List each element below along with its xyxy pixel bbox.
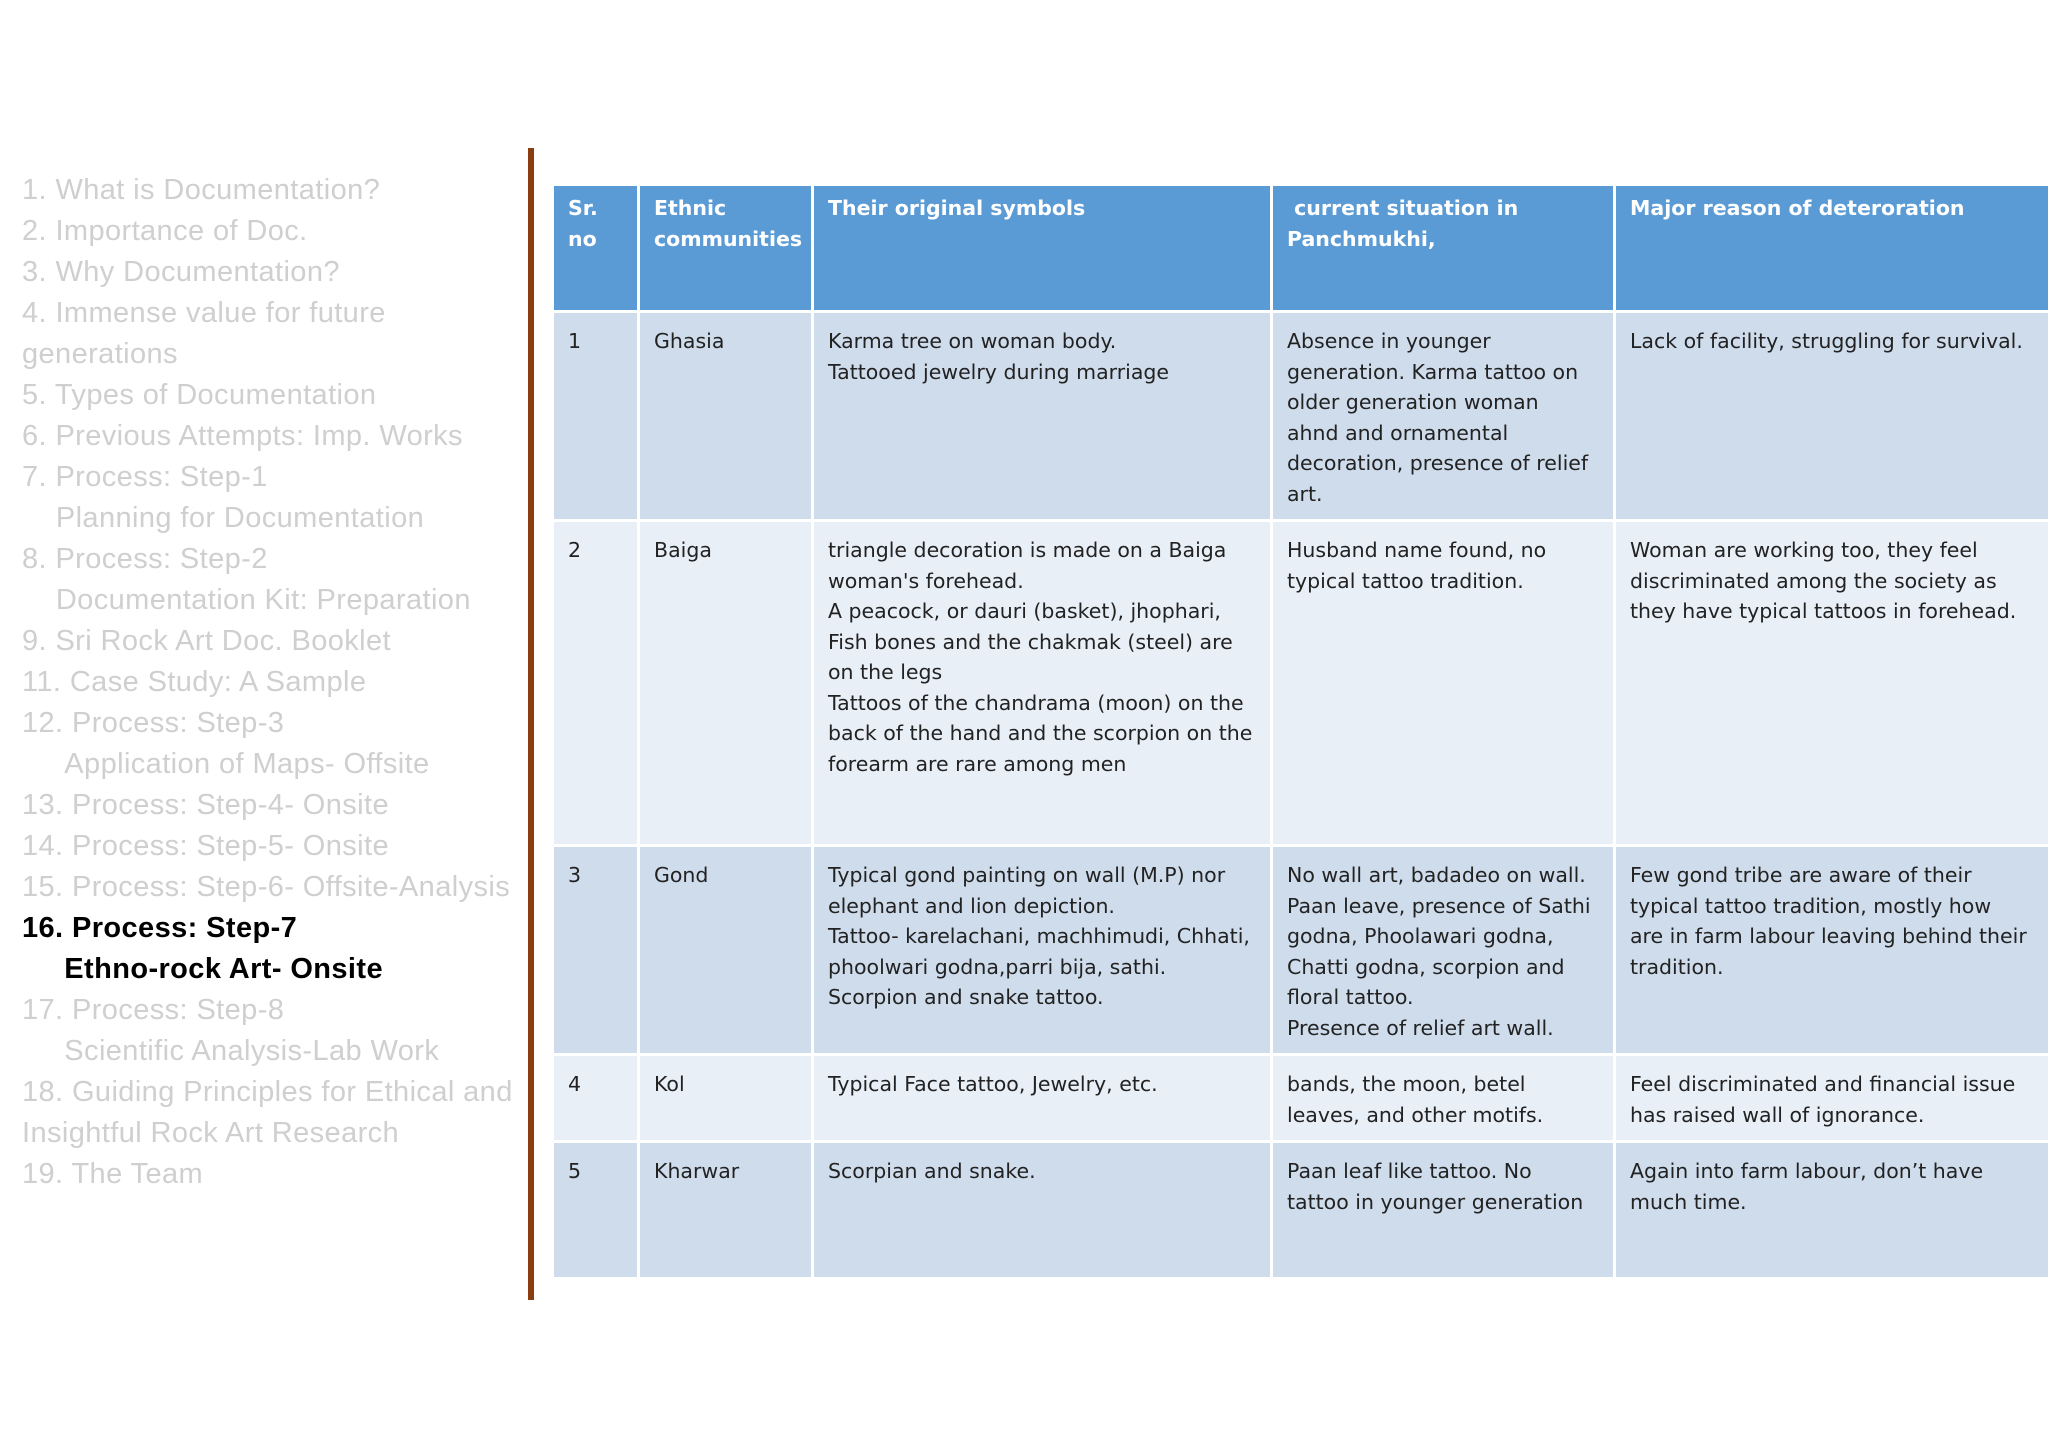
table-cell <box>553 312 639 521</box>
table-cell <box>553 846 639 1055</box>
cell-text: Paan leaf like tattoo. No <box>1287 1159 1532 1183</box>
cell-text: tattoo in younger generation <box>1287 1189 1584 1214</box>
cell-text: decoration, presence of relief <box>1287 451 1589 475</box>
ethnic-communities-table <box>551 183 2048 1280</box>
toc-item[interactable] <box>22 293 532 375</box>
toc-item-text: Insightful Rock Art Research <box>22 1117 400 1149</box>
toc-item-text: Application of Maps- Offsite <box>22 748 430 780</box>
cell-text: generation. Karma tattoo on <box>1287 359 1579 384</box>
header-sr-no <box>553 185 639 312</box>
header-ethnic-communities <box>639 185 813 312</box>
cell-text: much time. <box>1630 1189 1747 1214</box>
cell-text: Fish bones and the chakmak (steel) are <box>828 629 1233 654</box>
header-text: current situation in <box>1287 196 1519 220</box>
cell-text: Feel discriminated and financial issue <box>1630 1072 2016 1096</box>
table-row <box>553 1055 2048 1142</box>
cell-text: Woman are working too, they feel <box>1630 538 1978 562</box>
cell-text: discriminated among the society as <box>1630 568 1997 593</box>
table-cell <box>1615 521 2048 846</box>
toc-item[interactable] <box>22 1072 532 1154</box>
toc-item-text: 7. Process: Step-1 <box>22 461 268 493</box>
cell-text: has raised wall of ignorance. <box>1630 1102 1925 1127</box>
cell-text: Tattoo- karelachani, machhimudi, Chhati, <box>828 924 1250 948</box>
cell-text: typical tattoo tradition. <box>1287 568 1524 593</box>
header-original-symbols <box>813 185 1272 312</box>
cell-text: typical tattoo tradition, mostly how <box>1630 893 1992 918</box>
table-cell <box>639 1142 813 1279</box>
table-of-contents <box>22 170 532 1195</box>
cell-text: A peacock, or dauri (basket), jhophari, <box>828 599 1221 623</box>
cell-text: Gond <box>654 863 709 887</box>
toc-item[interactable] <box>22 170 532 211</box>
cell-text: Presence of relief art wall. <box>1287 1015 1554 1040</box>
cell-text: Paan leave, presence of Sathi <box>1287 893 1591 918</box>
header-text: no <box>568 226 597 251</box>
toc-item-text: generations <box>22 338 178 370</box>
cell-text: Kol <box>654 1072 685 1096</box>
table-cell <box>1615 312 2048 521</box>
toc-item[interactable] <box>22 457 532 539</box>
toc-item-text: 13. Process: Step-4- Onsite <box>22 789 390 821</box>
toc-item[interactable] <box>22 990 532 1072</box>
cell-text: Lack of facility, struggling for survival. <box>1630 329 2023 353</box>
toc-item-text: 9. Sri Rock Art Doc. Booklet <box>22 625 391 657</box>
cell-text: Karma tree on woman body. <box>828 329 1117 353</box>
toc-item[interactable] <box>22 375 532 416</box>
cell-text: on the legs <box>828 660 943 684</box>
toc-item-text: Ethno-rock Art- Onsite <box>22 953 383 985</box>
toc-item[interactable] <box>22 1154 532 1195</box>
table-cell <box>1272 1142 1615 1279</box>
cell-text: Ghasia <box>654 329 725 353</box>
table-cell <box>813 521 1272 846</box>
header-text: Panchmukhi, <box>1287 226 1436 251</box>
cell-text: Baiga <box>654 538 712 562</box>
table-cell <box>813 846 1272 1055</box>
toc-item-text: Planning for Documentation <box>22 502 425 534</box>
cell-text: Kharwar <box>654 1159 740 1183</box>
toc-item-text: 2. Importance of Doc. <box>22 215 308 247</box>
table-cell <box>813 1142 1272 1279</box>
cell-text: back of the hand and the scorpion on the <box>828 721 1253 745</box>
toc-item-text: 11. Case Study: A Sample <box>22 666 367 698</box>
table-cell <box>1615 1142 2048 1279</box>
cell-text: Typical gond painting on wall (M.P) nor <box>828 863 1226 887</box>
cell-text: tradition. <box>1630 954 1724 979</box>
cell-text: No wall art, badadeo on wall. <box>1287 863 1586 887</box>
toc-item-text: 1. What is Documentation? <box>22 174 381 206</box>
table-cell <box>1272 1055 1615 1142</box>
table-cell <box>639 312 813 521</box>
table-cell <box>553 1142 639 1279</box>
header-current-situation <box>1272 185 1615 312</box>
cell-text: triangle decoration is made on a Baiga <box>828 538 1227 562</box>
cell-text: floral tattoo. <box>1287 985 1414 1009</box>
header-text: Ethnic <box>654 196 727 220</box>
toc-item[interactable] <box>22 703 532 785</box>
cell-text: godna, Phoolawari godna, <box>1287 924 1554 948</box>
toc-item-text: 12. Process: Step-3 <box>22 707 285 739</box>
cell-text: 5 <box>568 1159 582 1183</box>
toc-item[interactable] <box>22 621 532 662</box>
cell-text: Scorpion and snake tattoo. <box>828 985 1104 1009</box>
cell-text: Tattoos of the chandrama (moon) on the <box>828 690 1244 715</box>
toc-item-text: 8. Process: Step-2 <box>22 543 268 575</box>
cell-text: are in farm labour leaving behind their <box>1630 924 2027 948</box>
toc-item[interactable] <box>22 539 532 621</box>
cell-text: phoolwari godna,parri bija, sathi. <box>828 954 1167 979</box>
cell-text: Absence in younger <box>1287 329 1491 353</box>
header-text: Major reason of deteroration <box>1630 196 1965 220</box>
cell-text: 4 <box>568 1072 582 1096</box>
table-cell <box>1272 521 1615 846</box>
cell-text: they have typical tattoos in forehead. <box>1630 599 2017 623</box>
cell-text: Typical Face tattoo, Jewelry, etc. <box>828 1072 1158 1096</box>
table-cell <box>553 521 639 846</box>
toc-item-text: 3. Why Documentation? <box>22 256 340 288</box>
toc-item[interactable] <box>22 252 532 293</box>
table-row <box>553 521 2048 846</box>
table-cell <box>1615 846 2048 1055</box>
toc-item-text: 19. The Team <box>22 1158 204 1190</box>
cell-text: Again into farm labour, don’t have <box>1630 1159 1984 1183</box>
header-major-reason <box>1615 185 2048 312</box>
toc-item-text: 18. Guiding Principles for Ethical and <box>22 1076 513 1108</box>
vertical-divider <box>528 148 534 1300</box>
header-text: communities <box>654 226 803 251</box>
toc-item-text: 5. Types of Documentation <box>22 379 377 411</box>
table-cell <box>1272 846 1615 1055</box>
toc-item-text: 17. Process: Step-8 <box>22 994 285 1026</box>
toc-item[interactable] <box>22 867 532 908</box>
table-cell <box>639 846 813 1055</box>
cell-text: Chatti godna, scorpion and <box>1287 954 1565 979</box>
cell-text: forearm are rare among men <box>828 751 1127 776</box>
toc-item-text: 14. Process: Step-5- Onsite <box>22 830 390 862</box>
toc-item-text: 4. Immense value for future <box>22 297 386 329</box>
table-cell <box>639 521 813 846</box>
toc-item-text: 6. Previous Attempts: Imp. Works <box>22 420 463 452</box>
toc-item[interactable] <box>22 826 532 867</box>
table-cell <box>813 1055 1272 1142</box>
cell-text: Husband name found, no <box>1287 538 1547 562</box>
toc-item-text: 15. Process: Step-6- Offsite-Analysis <box>22 871 511 903</box>
table-cell <box>813 312 1272 521</box>
cell-text: older generation woman <box>1287 390 1539 414</box>
toc-item[interactable] <box>22 662 532 703</box>
toc-item-active[interactable] <box>22 908 532 990</box>
cell-text: 3 <box>568 863 582 887</box>
table-header-row <box>553 185 2048 312</box>
table-row <box>553 312 2048 521</box>
toc-item-text: Scientific Analysis-Lab Work <box>22 1035 440 1067</box>
cell-text: Scorpian and snake. <box>828 1159 1036 1183</box>
cell-text: leaves, and other motifs. <box>1287 1102 1544 1127</box>
cell-text: woman's forehead. <box>828 568 1024 593</box>
table-cell <box>639 1055 813 1142</box>
cell-text: ahnd and ornamental <box>1287 420 1509 445</box>
table-cell <box>553 1055 639 1142</box>
toc-item-text: Documentation Kit: Preparation <box>22 584 471 616</box>
cell-text: 2 <box>568 538 582 562</box>
cell-text: art. <box>1287 481 1323 506</box>
header-text: Sr. <box>568 196 598 220</box>
table-cell <box>1272 312 1615 521</box>
table-row <box>553 1142 2048 1279</box>
table-row <box>553 846 2048 1055</box>
cell-text: bands, the moon, betel <box>1287 1072 1526 1096</box>
cell-text: Few gond tribe are aware of their <box>1630 863 1972 887</box>
cell-text: Tattooed jewelry during marriage <box>828 359 1170 384</box>
cell-text: elephant and lion depiction. <box>828 893 1115 918</box>
toc-item[interactable] <box>22 785 532 826</box>
table-cell <box>1615 1055 2048 1142</box>
toc-item-text: 16. Process: Step-7 <box>22 912 298 944</box>
table-body <box>553 312 2048 1279</box>
cell-text: 1 <box>568 329 582 353</box>
header-text: Their original symbols <box>828 196 1086 220</box>
toc-item[interactable] <box>22 416 532 457</box>
toc-item[interactable] <box>22 211 532 252</box>
